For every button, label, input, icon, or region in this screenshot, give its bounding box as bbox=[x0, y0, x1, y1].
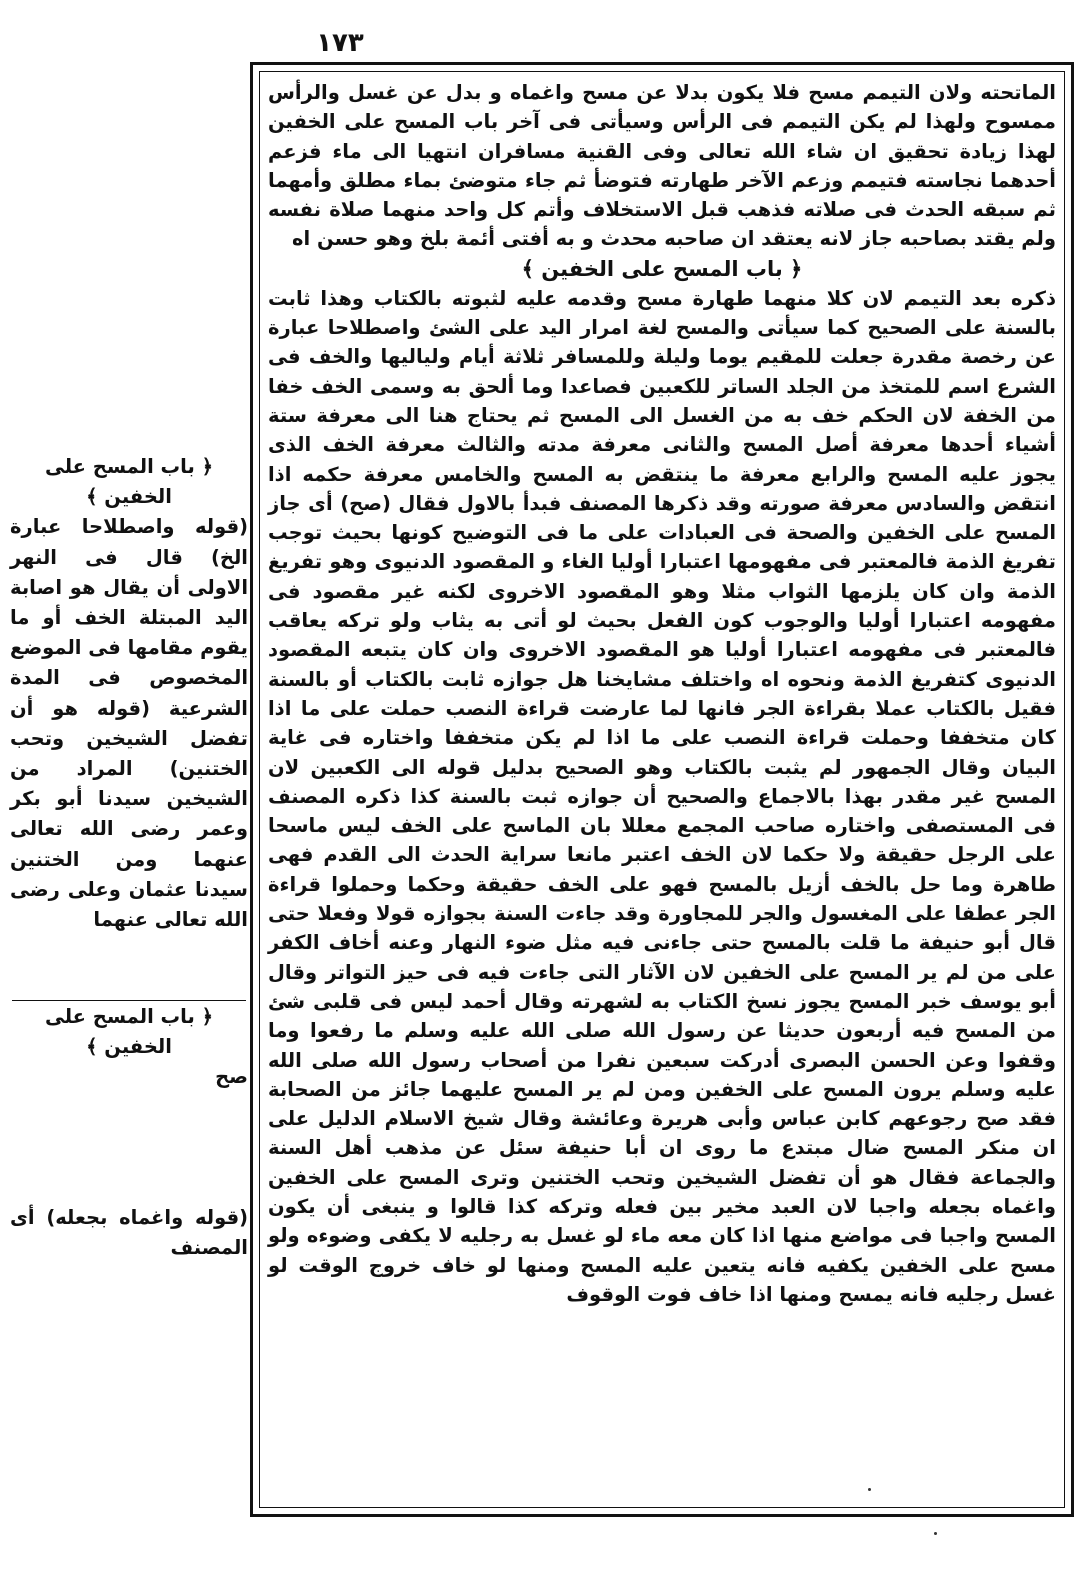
margin-note-3 bbox=[10, 1203, 248, 1263]
margin-note-2-text: صح bbox=[215, 1065, 248, 1089]
margin-note-2 bbox=[10, 1002, 248, 1093]
main-paragraph-1: الماتحته ولان التيمم مسح فلا يكون بدلا عن مسح واغماه و بدل عن غسل والرأس ممسوح ولهذا لم يكن التيمم فى الرأس وسيأتى فى آخر باب المسح على الخفين لهذا زيادة تحقيق ان شاء الله تعالى وفى القنية مسافران انتهيا الى ماء فزعم أحدهما نجاسته فتيمم وزعم الآخر طهارته فتوضأ ثم جاء متوضئ بماء مطلق وأمهما ثم سبقه الحدث فى صلاته فذهب قبل الاستخلاف وأتم كل واحد منهما صلاة نفسه ولم يقتد بصاحبه جاز لانه يعتقد ان صاحبه محدث و به أفتى أئمة بلخ وهو حسن اه bbox=[268, 81, 1056, 251]
margin-note-1-text: (قوله واصطلاحا عبارة الخ) قال فى النهر الاولى أن يقال هو اصابة اليد المبتلة الخف أو ما يقوم مقامها فى الموضع المخصوص فى المدة الشرعية (قوله هو أن تفضل الشيخين وتحب الختنين) المراد من الشيخين سيدنا أبو بكر وعمر رضى الله تعالى عنهما ومن الختنين سيدنا عثمان وعلى رضى الله تعالى عنهما bbox=[10, 515, 248, 932]
scan-speck bbox=[934, 1532, 937, 1535]
main-text-frame bbox=[250, 62, 1074, 1517]
main-text-inner-frame bbox=[259, 71, 1065, 1508]
page-number: ۱۷۳ bbox=[316, 28, 364, 58]
chapter-heading: ﴿ باب المسح على الخفين ﴾ bbox=[521, 256, 803, 281]
margin-note-1-heading: ﴿ باب المسح على الخفين ﴾ bbox=[44, 455, 214, 509]
margin-note-1 bbox=[10, 452, 248, 935]
margin-divider bbox=[12, 1000, 246, 1001]
main-text-body bbox=[268, 78, 1056, 1309]
main-paragraph-2: ذكره بعد التيمم لان كلا منهما طهارة مسح وقدمه عليه لثبوته بالكتاب وهذا ثابت بالسنة على الصحيح كما سيأتى والمسح لغة امرار اليد على الشئ واصطلاحا عبارة عن رخصة مقدرة جعلت للمقيم يوما وليلة وللمسافر ثلاثة أيام ولياليها والخف فى الشرع اسم للمتخذ من الجلد الساتر للكعبين فصاعدا وما ألحق به وسمى الخف خفا من الخفة لان الحكم خف به من الغسل الى المسح ثم يحتاج هنا الى معرفة ستة أشياء أحدها معرفة أصل المسح والثانى معرفة مدته والثالث معرفة الخف الذى يجوز عليه المسح والرابع معرفة ما ينتقض به المسح والخامس معرفة حكمه اذا انتقض والسادس معرفة صورته وقد ذكرها المصنف فبدأ بالاول فقال (صح) أى جاز المسح على الخفين والصحة فى العبادات على ما فى التوضيح كونها بحيث توجب تفريغ الذمة فالمعتبر فى مفهومها اعتبارا أوليا الغاء و المقصود الدنيوى وهو تفريغ الذمة وان كان يلزمها الثواب مثلا وهو المقصود الاخروى لكنه غير مقصود فى مفهومه اعتبارا أوليا والوجوب كون الفعل بحيث لو أتى به يثاب ولو تركه يعاقب فالمعتبر فى مفهومه اعتبارا أوليا هو المقصود الاخروى وان كان يتبعه المقصود الدنيوى كتفريغ الذمة ونحوه اه واختلف مشايخنا هل جوازه ثابت بالكتاب أو بالسنة فقيل بالكتاب عملا بقراءة الجر فانها لما عارضت قراءة النصب حملت على ما اذا كان متخففا وحملت قراءة النصب على ما اذا لم يكن متخففا واختاره فى غاية البيان وقال الجمهور لم يثبت بالكتاب وهو الصحيح بدليل قوله الى الكعبين لان المسح غير مقدر بهذا بالاجماع والصحيح أن جوازه ثبت بالسنة كذا ذكره المصنف فى المستصفى واختاره صاحب المجمع معللا بان الماسح على الخف ليس ماسحا على الرجل حقيقة ولا حكما لان الخف اعتبر مانعا سراية الحدث الى القدم فهى طاهرة وما حل بالخف أزيل بالمسح فهو على الخف حقيقة وحكما وحملوا قراءة الجر عطفا على المغسول والجر للمجاورة وقد جاءت السنة بجوازه قولا وفعلا حتى قال أبو حنيفة ما قلت بالمسح حتى جاءنى فيه مثل ضوء النهار وعنه أخاف الكفر على من لم ير المسح على الخفين لان الآثار التى جاءت فيه فى حيز التواتر وقال أبو يوسف خبر المسح يجوز نسخ الكتاب به لشهرته وقال أحمد ليس فى قلبى شئ من المسح فيه أربعون حديثا عن رسول الله صلى الله عليه وسلم ما رفعوا وما وقفوا وعن الحسن البصرى أدركت سبعين نفرا من أصحاب رسول الله صلى الله عليه وسلم يرون المسح على الخفين ومن لم ير المسح عليهما جائز من الصحابة فقد صح رجوعهم كابن عباس وأبى هريرة وعائشة وقال شيخ الاسلام الدليل على ان منكر المسح ضال مبتدع ما روى ان أبا حنيفة سئل عن مذهب أهل السنة والجماعة فقال هو أن تفضل الشيخين وتحب الختنين وترى المسح على الخفين واغماه بجعله واجبا لان العبد مخير بين فعله وتركه كذا قالوا و ينبغى أن يكون المسح واجبا فى مواضع منها اذا كان معه ماء لو غسل به رجليه لا يكفى وضوءه ولو مسح على الخفين يكفيه فانه يتعين عليه المسح ومنها لو خاف خروج الوقت لو غسل رجليه فانه يمسح ومنها اذا خاف فوت الوقوف bbox=[268, 286, 1056, 1306]
margin-note-3-text: (قوله واغماه بجعله) أى المصنف bbox=[10, 1206, 248, 1260]
scan-speck bbox=[868, 1488, 871, 1491]
margin-note-2-heading: ﴿ باب المسح على الخفين ﴾ bbox=[44, 1005, 214, 1059]
